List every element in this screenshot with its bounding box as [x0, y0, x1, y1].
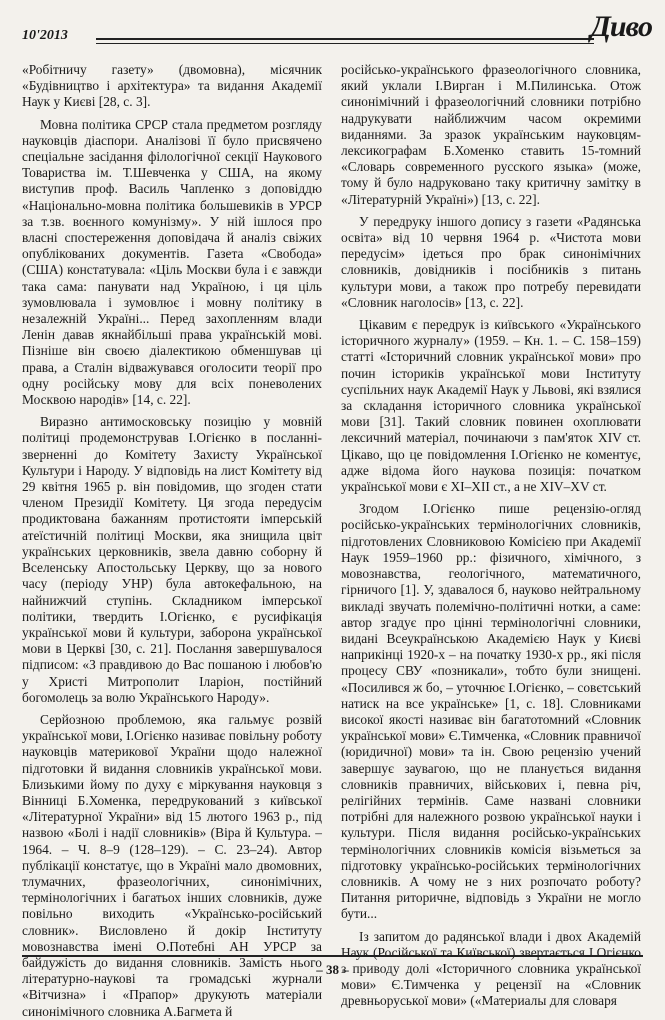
paragraph: Серйозною проблемою, яка гальмує розвій української мови, І.Огієнко називає повільну роботу науковців материкової України щодо належної підготовки й видання словників української мови. Близькими йому по духу є міркування науковця з Вінниці Б.Хоменка, передрукований з київської «Літературної України» від 15 лютого 1963 р., під назвою «Болі і надії словників» (Віра й Культура. – 1964. – Ч. 8–9 (128–129). – С. 23–24). Автор публікації констатує, що в Україні мало двомовних, тлумачних, фразеологічних, синонімічних, термінологічних і багатьох інших словників, дуже повільно виходить «Українсько-російський словник». Висловлено й докір Інституту мовознавства імені О.Потебні АН УРСР за байдужість до видання словників. Замість нього літературно-наукові та громадські журнали «Вітчизна» і «Прапор» друкують матеріали синонімічного словника А.Багмета й — [22, 711, 322, 1019]
paragraph: Виразно антимосковську позицію у мовній політиці продемонстрував І.Огієнко в посланні-зверненні до Комітету Захисту Української Культури і Народу. У відповідь на лист Комітету від 29 квітня 1965 р. він повідомив, що згоден стати членом Президії Комітету. Ця згода передусім продиктована бажанням протистояти імперській атеїстичній політиці Москви, яка знищила цвіт українських церковників, звела давню соборну й Вселенську Апостольську Церкву, що за нового часу (періоду УНР) була автокефальною, на найнижчий ступінь. Складником імперської політики, твердить І.Огієнко, є русифікація української мови й культури, заборона української мови в Церкві [30, с. 21]. Послання завершувалося підписом: «З правдивою до Вас пошаною і любов'ю у Христі Митрополит Іларіон, постійний богомолець за волю Українського Народу». — [22, 414, 322, 705]
paragraph: Мовна політика СРСР стала предметом розгляду науковців діаспори. Аналізові її було присвячено спеціальне засідання філологічної секції Наукового Товариства ім. Т.Шевченка у США, на якому виступив проф. Василь Чапленко з доповіддю «Національно-мовна політика большевиків в УРСР за т.зв. воєнного комунізму». У ній ішлося про власні спостереження доповідача й аналіз свіжих опублікованих документів. Газета «Свобода» (США) констатувала: «Ціль Москви була і є завжди така сама: панувати над Україною, і ця ціль зумовлювала і зумовлює і мовну політику в незалежній Україні... Перед захопленням влади Ленін давав якнайбільші права українській мові. Пізніше він своєю діалектикою обменшував ці права, а Сталін відважувався оголосити теорії про одну російську мову для всіх поневолених Москвою народів» [14, с. 22]. — [22, 116, 322, 408]
right-column — [341, 62, 641, 1009]
paragraph: Із запитом до радянської влади і двох Академій Наук (Російської та Київської) звертається І.Огієнко з приводу долі «Історичного словника української мови» Є.Тимченка у рецензії на «Словник древньоруської мови» («Материалы для словаря — [341, 928, 641, 1009]
paragraph: російсько-українського фразеологічного словника, який уклали І.Вирган і М.Пилинська. Отож синонімічний і фразеологічний словники потрібно надрукувати найближчим часом окремими виданнями. За зразок українським науковцям-лексикографам Б.Хоменко ставить 15-томний «Словарь современного русского языка» (може, тому й було надруковано таку критичну замітку в «Літературній Україні») [13, с. 22]. — [341, 62, 641, 207]
paragraph: Цікавим є передрук із київського «Українського історичного журналу» (1959. – Кн. 1. – С. 158–159) статті «Історичний словник української мови» про почин істориків української мови Інституту суспільних наук Академії Наук у Львові, які взялися за складання історичного словника української мови [31]. Такий словник повинен охоплювати лексичний матеріал, починаючи з пам'яток XIV ст. Цікаво, що це повідомлення І.Огієнко не коментує, адже відома його наукова позиція: початком української мови є XI–XII ст., а не XIV–XV ст. — [341, 317, 641, 495]
issue-number: 10'2013 — [22, 28, 68, 43]
footer-rule — [22, 955, 643, 957]
journal-logo: Дивo — [590, 10, 652, 43]
page-number: – 38 – — [316, 962, 349, 977]
header-rule-thin — [96, 43, 594, 44]
paragraph: У передруку іншого допису з газети «Радянська освіта» від 10 червня 1964 р. «Чистота мови передусім» ідеться про брак синонімічних словників, довідників і посібників з питань культури мови, а також про потребу перевидати «Словник наголосів» [13, с. 22]. — [341, 213, 641, 310]
left-column — [22, 62, 322, 1019]
header-rule — [96, 38, 594, 40]
page-header — [22, 8, 652, 52]
paragraph: «Робітничу газету» (двомовна), місячник «Будівництво і архітектура» та видання Академії Наук у Києві [28, с. 3]. — [22, 62, 322, 110]
paragraph: Згодом І.Огієнко пише рецензію-огляд російсько-українських термінологічних словників, підготовлених Словниковою Комісією при Академії Наук 1959–1960 рр.: фізичного, хімічного, з мовознавства, геологічного, математичного, гірничого [1]. У, здавалося б, науково нейтральному викладі звучать полемічно-політичні нотки, а саме: автор згадує про цінні термінологічні словники, видані Всеукраїнською Академією Наук у Києві наприкінці 1920-х – на початку 1930-х рр., які після процесу СВУ «позникали», тобто були знищені. «Посилився ж бо, – уточнює І.Огієнко, – совєтський натиск на все українське» [1, с. 18]. Словниками високої якості називає він багатотомний «Словник української мови» Є.Тимченка, «Словник правничої (юридичної) мови» та ін. Свою рецензію учений завершує заувагою, що не планується видання словників правничих, військових і, певна річ, релігійних термінів. Саме названі словники потрібні для належного розвою української науки і культури. Після видання російсько-українських термінологічних словників комісія візьметься за підготовку українсько-російських термінологічних словників. А чому не з них розпочато роботу? Питання риторичне, відповідь з України не могло бути... — [341, 501, 641, 922]
